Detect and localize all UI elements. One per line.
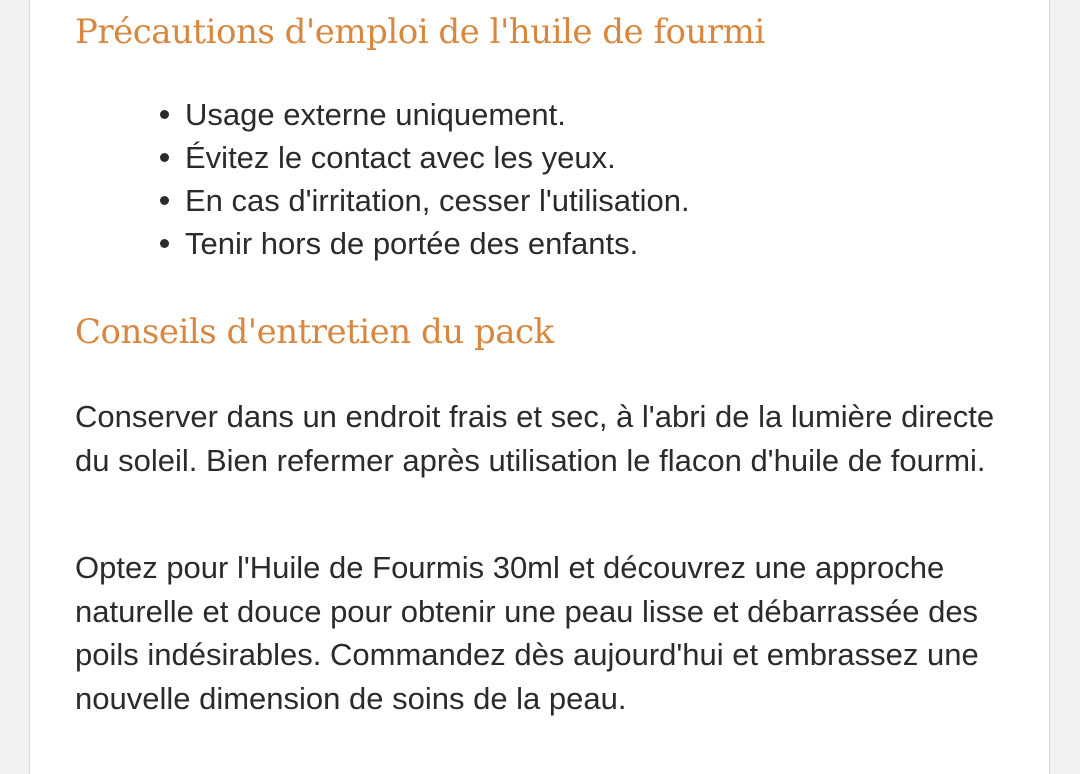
care-paragraph: Conserver dans un endroit frais et sec, à l'abri de la lumière directe du soleil. Bien refermer après utilisation le flacon d'huile de fourmi. [75, 399, 995, 478]
bullet-icon [160, 153, 169, 162]
precautions-heading: Précautions d'emploi de l'huile de fourmi [75, 12, 765, 52]
list-item [160, 93, 690, 136]
list-item-text: Évitez le contact avec les yeux. [185, 140, 616, 175]
bullet-icon [160, 110, 169, 119]
list-item [160, 136, 690, 179]
content-card [29, 0, 1050, 774]
precautions-list [160, 93, 690, 265]
bullet-icon [160, 239, 169, 248]
bullet-icon [160, 196, 169, 205]
list-item [160, 222, 690, 265]
care-heading: Conseils d'entretien du pack [75, 312, 554, 352]
list-item-text: Tenir hors de portée des enfants. [185, 226, 639, 261]
list-item-text: En cas d'irritation, cesser l'utilisation. [185, 183, 690, 218]
product-promo-paragraph: Optez pour l'Huile de Fourmis 30ml et découvrez une approche naturelle et douce pour obtenir une peau lisse et débarrassée des poils indésirables. Commandez dès aujourd'hui et embrassez une nouvelle dimension de soins de la peau. [75, 550, 979, 716]
list-item-text: Usage externe uniquement. [185, 97, 566, 132]
list-item [160, 179, 690, 222]
